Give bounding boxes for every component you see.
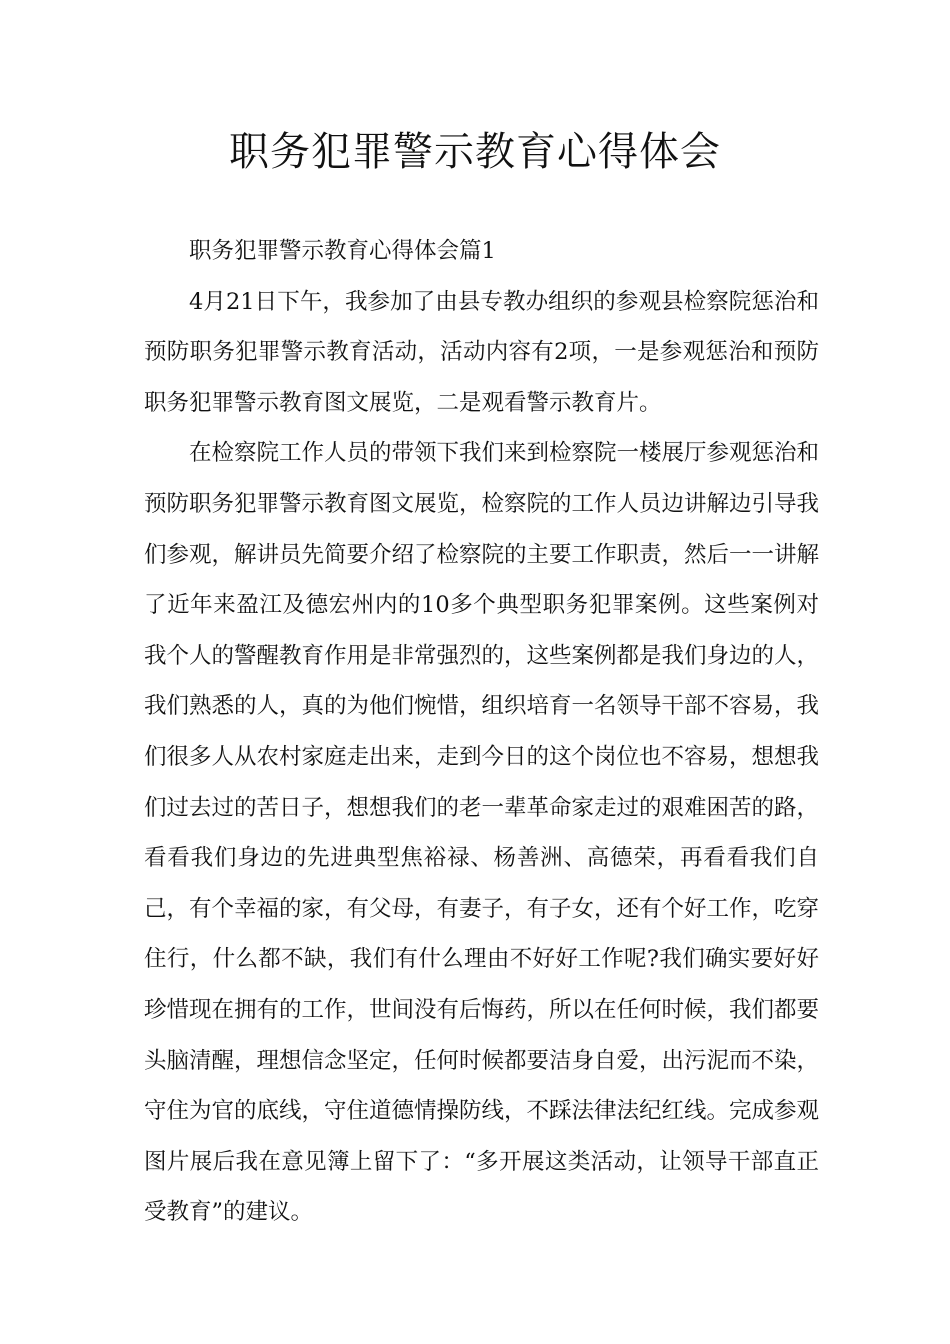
paragraph-1: 4月21日下午，我参加了由县专教办组织的参观县检察院惩治和预防职务犯罪警示教育活动，活动内容有2项，一是参观惩治和预防职务犯罪警示教育图文展览，二是观看警示教育片。 [144,288,819,416]
document-title: 职务犯罪警示教育心得体会 [229,129,721,175]
paragraph-2: 在检察院工作人员的带领下我们来到检察院一楼展厅参观惩治和预防职务犯罪警示教育图文展览，检察院的工作人员边讲解边引导我们参观，解讲员先简要介绍了检察院的主要工作职责，然后一一讲解了近年来盈江及德宏州内的10多个典型职务犯罪案例。这些案例对我个人的警醒教育作用是非常强烈的，这些案例都是我们身边的人，我们熟悉的人，真的为他们惋惜，组织培育一名领导干部不容易，我们很多人从农村家庭走出来，走到今日的这个岗位也不容易，想想我们过去过的苦日子，想想我们的老一辈革命家走过的艰难困苦的路，看看我们身边的先进典型焦裕禄、杨善洲、高德荣，再看看我们自己，有个幸福的家，有父母，有妻子，有子女，还有个好工作，吃穿住行，什么都不缺，我们有什么理由不好好工作呢?我们确实要好好珍惜现在拥有的工作，世间没有后悔药，所以在任何时候，我们都要头脑清醒，理想信念坚定，任何时候都要洁身自爱，出污泥而不染，守住为官的底线，守住道德情操防线，不踩法律法纪红线。完成参观图片展后我在意见簿上留下了：“多开展这类活动，让领导干部直正受教育”的建议。 [144,440,820,1226]
section-subtitle: 职务犯罪警示教育心得体会篇1 [189,238,496,264]
document-body [144,226,819,1238]
